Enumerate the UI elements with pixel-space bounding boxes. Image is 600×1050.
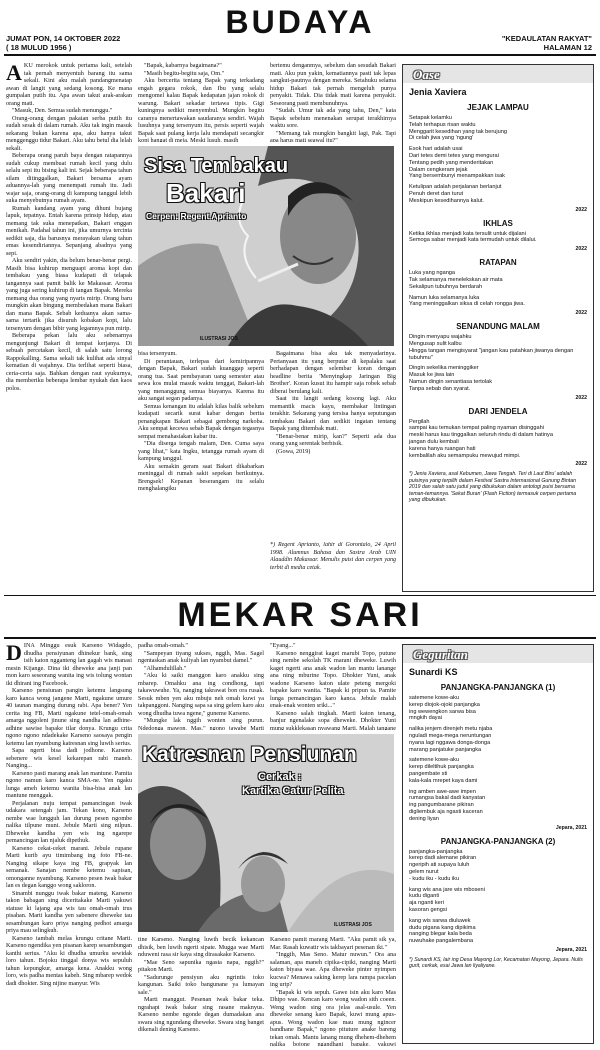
poem-line: nalika jenjem direnjeh metu njaba bbox=[409, 726, 493, 733]
story1-col2-text bbox=[138, 62, 264, 142]
paragraph: Karseno cekat-ceket marani. Jebule rupane Marti kurib ayu timimbang ing foto FB-ne. Nanging sikape kaya ing FB, grapyak lan semanak. Sanajan nembe ketemu sapisan, omonganne nyambung. Karseno pesen iwak bakar lan es degan kanggo wong sakloron. bbox=[6, 844, 132, 889]
poem-stanza bbox=[409, 270, 587, 290]
poem-line: Dalam cengkeram jejak bbox=[409, 166, 468, 173]
poem-line: Ketika ikhlas menjadi kata tersulit untuk dijalani bbox=[409, 230, 526, 237]
oase-label: Oase bbox=[413, 67, 440, 82]
poem-line: Pergilah bbox=[409, 418, 430, 425]
paragraph: Beberapa orang paruh baya dengan ratapannya sudah cukup membuat rumah kecil yang dulu selalu sepi itu bising kali ini. Sejak beberapa tahun silam ditinggalkan, Bakari bersama ayam aduannya-lah yang menempati rumah itu. Jadi wajar saja, orang-orang di kampung tanggul lebih suka menyebutnya rumah ayam. bbox=[6, 152, 132, 204]
poem-line: aja nganti keri bbox=[409, 900, 444, 907]
poem-line: Semoga sabar menjadi kata termudah untuk dilalui. bbox=[409, 237, 537, 244]
paragraph: Bagaimana bisa aku tak menyadarinya. Pertanyaan itu yang berputar di kepalaku saat berhadapan dengan selembar koran dengan headline berita 'Menyingkap Jaringan Big Brother'. Koran kusut itu hampir saja robek sebab diberai berulang kali. bbox=[270, 350, 396, 395]
poem-stanza bbox=[409, 726, 587, 753]
poem-title: RATAPAN bbox=[479, 258, 517, 268]
paragraph: "Inggih, Mas Seno. Matur nuwun." Ora ana salaman, apa maneh cipika-cipiki, nanging Marti katon biyasa wae. Apa dheweke pinter nyimpen kucwa? Menawa saking kerep lara rampa pacelan ing urip? bbox=[270, 951, 396, 988]
issue-date-line1: JUMAT PON, 14 OKTOBER 2022 bbox=[6, 34, 121, 43]
poem-title: JEJAK LAMPAU bbox=[467, 103, 529, 112]
poem-stanza bbox=[409, 115, 587, 142]
story1-col2b-text bbox=[138, 350, 264, 493]
story1-col3b-text bbox=[270, 350, 396, 455]
paper-info bbox=[502, 34, 592, 52]
poem-stanza bbox=[409, 295, 587, 309]
page-number: HALAMAN 12 bbox=[543, 43, 592, 52]
story2-illustration-credit: ILUSTRASI JOS bbox=[334, 922, 372, 928]
poem-line: satemene kowe-aku bbox=[409, 695, 460, 701]
paper-name: "KEDAULATAN RAKYAT" bbox=[501, 34, 592, 43]
paragraph: "Bapak, kabarnya bagaimana?" bbox=[144, 62, 222, 69]
poem-stanza bbox=[409, 419, 587, 460]
poem-stanza bbox=[409, 695, 587, 722]
poem-title: PANJANGKA-PANJANGKA (1) bbox=[440, 683, 556, 692]
poem-line: ing amben awe-awe impen bbox=[409, 788, 476, 795]
poem-line: mngkih dayai bbox=[409, 715, 442, 722]
poem-year: Jepara, 2021 bbox=[555, 946, 587, 953]
story2-column-3-bottom bbox=[270, 936, 396, 1046]
paragraph: Karseno pamit marang Marti. "Aku pamit sik ya, Mar. Rasah kuwatir wis takbayari pesenan iki." bbox=[270, 936, 396, 951]
poem-title: DARI JENDELA bbox=[468, 406, 528, 416]
story2-col2-text bbox=[138, 642, 264, 730]
poem-line: Dingin sekelika meninggiker bbox=[409, 365, 479, 372]
poem-line: Tak selamanya menelekskan air mata bbox=[409, 276, 503, 283]
story1-illustration bbox=[138, 146, 394, 346]
paragraph: tine Karseno. Nanging luwih becik kekancan dhisik, ben luwih ngerti sipate. Mugga wae Marti nduweni rasa sir kaya sing dirasakake Karseno. bbox=[138, 936, 264, 958]
poem-line: Di celah jiwa yang 'ngung' bbox=[409, 135, 474, 142]
poem-line: nanging blegar kala beda bbox=[409, 931, 472, 938]
poem-line: dening liyan bbox=[409, 815, 439, 822]
paragraph: "Mungke lak nggih wonten sing purun. Ndedonga mawon, Mas," ngono jawabe Marti bbox=[138, 717, 264, 730]
story1-author-bio: *) Regent Aprianto, lahir di Gorontalo, 24 April 1998. Alumnus Bahasa dan Sastra Arab UIN Alauddin Makassar. Menulis puisi dan cerpen yang terbit di media cetak. bbox=[270, 542, 396, 571]
story1-byline: Cerpen: Regent Aprianto bbox=[146, 211, 247, 221]
paragraph: "Eyang..." bbox=[270, 642, 296, 649]
story1-dropcap: A bbox=[6, 62, 22, 85]
paragraph: Di perantauan, terlepas dari kemiripannya dengan Bapak, Bakari sudah kuanggap seperti orang tua. Saat pembayaran uang semester atau sewa kos mulai masuk waktu tenggat, Bakari-lah yang menanggung semua biayanya. Karena itu aku sangat segan padanya. bbox=[138, 357, 264, 402]
poem-line: Tanpa sebab dan syarat. bbox=[409, 385, 471, 392]
geguritan-label: Geguritan bbox=[413, 647, 468, 662]
poem-stanza bbox=[409, 365, 587, 392]
poem-line: kang wis sarwa diuluwek bbox=[409, 917, 471, 924]
poem-line: Hingga tangan mengisyarat "jangan kau patahkan jiwanya dengan tubuhmu" bbox=[409, 347, 574, 361]
poem-stanza bbox=[409, 231, 587, 245]
paragraph: Aku bercerita tentang Bapak yang terkadang engah gegara rokok, dan Ibu yang selalu mengomel kalau Bapak kedapatan jajan rokok di warung. Bakari sekadar tertawa tipis. Gigi kuningnya sedikit menyembul. Mungkin begitu caranya menertawakan saudaranya sendiri. Wajah lusuhnya yang tersenyum itu, persis seperti wajah Bapak saat pulang kerja lalu mendapati secangkir kopi hangat di meja. Meski lusuh, masih bbox=[138, 77, 264, 142]
poem-stanza bbox=[409, 887, 587, 914]
poem-stanza bbox=[409, 184, 587, 204]
poem-line: kudu diganti bbox=[409, 893, 440, 900]
poem-line: rumangsa bakal dadi kanyatan bbox=[409, 795, 486, 802]
story2-illustration bbox=[138, 734, 394, 932]
poem-title: PANJANGKA-PANJANGKA (2) bbox=[440, 836, 556, 846]
section-title-mekar-sari: MEKAR SARI bbox=[177, 596, 423, 634]
poem-stanza bbox=[409, 757, 587, 784]
paragraph: Karseno salah tingkah. Marti katon tenang, banjur ngenalake sopa dheweke. Dhokter Yuni mung sukklekasan nyawang Marti. Malah tangane bbox=[270, 709, 396, 730]
poem-line: kembalilah aku semampuku mewujud mimpi. bbox=[409, 452, 521, 459]
poem-title: SENANDUNG MALAM bbox=[456, 322, 540, 332]
poem-year: 2022 bbox=[575, 310, 587, 317]
paragraph: padha omah-omah." bbox=[138, 642, 188, 649]
poem-line: digliembuk aja ngasti kaceran bbox=[409, 808, 483, 815]
poem-line: Esok hari adalah usai bbox=[409, 146, 463, 153]
story2-column-1 bbox=[6, 642, 132, 1046]
poem-line: karena hanya ruangan hati bbox=[409, 445, 476, 452]
geguritan-poetry-box bbox=[402, 644, 594, 1044]
poem-line: kang wis ana jare wis mboseni bbox=[409, 886, 485, 893]
poem-stanza bbox=[409, 918, 587, 945]
poem-line: Mengusap sulit kalbu bbox=[409, 340, 462, 347]
poem-title: IKHLAS bbox=[483, 218, 513, 228]
poem-line: kala-kala mrepet kaya dami bbox=[409, 777, 478, 784]
paragraph: Marti manggut. Pesenan iwak bakar teka. ngrahapi iwak bakar sing rasane maknyus. Karseno nembe ngonde degan dumadakan ana swara sing ngundang dheweke. Swara sing banget dikenali dening Karseno. bbox=[138, 996, 264, 1033]
poem-line: Dari tetes demi tetes yang mengurai bbox=[409, 152, 499, 159]
story2-col1-text bbox=[6, 642, 132, 987]
poem-year: Jepara, 2021 bbox=[555, 824, 587, 831]
story1-column-3-top bbox=[270, 62, 396, 142]
poem-year: 2022 bbox=[575, 206, 587, 213]
paragraph: KU merokok untuk pertama kali, setelah tak pernah menyentuh barang itu sama sekali. Kini aku malah pandangmenatap awan di langit yang sedang kosong. Ke mana gumpalan putih itu. Apa awan takut arak-arakan orang mati. bbox=[6, 62, 132, 107]
oase-poet-name: Jenia Xaviera bbox=[409, 87, 467, 97]
poem-line: Masuk ke jiwa lain bbox=[409, 372, 455, 379]
story1-column-2-top bbox=[138, 62, 264, 142]
poem-line: sampai kau temukan tempat paling nyaman disinggahi bbox=[409, 425, 544, 432]
poem-line: nguladi mega-mega neruntungan bbox=[409, 732, 492, 739]
poem-line: Penuh deret dan turut bbox=[409, 190, 464, 197]
poem-line: kerep dileltihuk panjangka bbox=[409, 764, 474, 771]
poem-line: Ketulipan adalah perjalanan berlanjut bbox=[409, 184, 502, 191]
poem-line: ing pangumbarane pikiran bbox=[409, 802, 474, 809]
story1-title-line2: Bakari bbox=[166, 178, 246, 208]
paragraph: "Sadurunge pensiyun aku ngrintis toko kangunan. Saiki toko bangunane ya lumayan sale." bbox=[138, 973, 264, 996]
story2-dropcap: D bbox=[6, 642, 22, 665]
poem-line: satemene kowe-aku bbox=[409, 757, 460, 764]
poem-line: Setapak kelamku bbox=[409, 115, 452, 121]
paragraph: Orang-orang dengan pakaian serba putih itu sudah sesak di dalam rumah. Aku tak ingin masuk sekarang bukan karena apa, aku hanya takut menggenggu tidur Bakari. Aku tahu betul dia lelah sekali. bbox=[6, 114, 132, 152]
poem-line: ing wewengkon sarwa bisa bbox=[409, 708, 476, 715]
paragraph: "Sampeyan tiyang sukses, nggih, Mas. Sagel ngentaskan anak kuliyah lan nyambut damel." bbox=[138, 649, 264, 664]
poem-line: ngeripih ati supaya luluh bbox=[409, 862, 470, 869]
section2-rule bbox=[4, 637, 596, 639]
story1-column-1 bbox=[6, 62, 132, 592]
paragraph: "Mae Seno sapunika ngasta napa, nggih?" pitakon Marti. bbox=[138, 958, 264, 973]
page-header bbox=[4, 2, 596, 58]
story1-col1-text bbox=[6, 62, 132, 392]
oase-poet-bio: *) Jenia Xaviera, asal Kebumen, Jawa Tengah. Teri di Laut Biru' adalah puisinya yang terpilih dalam Festival Sastra Internasional Gunung Bintan 2019 dan salah satu judul yang dibukukan dalam antologi puisi bersama teman-temannya. 'Sekat Buran' (Flash Fiction) termasuk cerpen pertama yang dibukukan. bbox=[409, 471, 577, 503]
story2-col2b-text bbox=[138, 936, 264, 1034]
poem-line: Yang meninggalkan siksa di celah rongga jiwa. bbox=[409, 301, 525, 308]
poem-line: marang panjatuke panjangka bbox=[409, 746, 482, 753]
paragraph: Karseno pensiunan pangin ketemu langsung karo kanca wong jangene Marti, ngakune umure 40 taunan manging durung rabi. Apa bener? Yen cerita ing FB, Marti ngakune tetel-omah-omah amarga nggoleni jinune sing nandha lan adhine-adhine sawise bapake tilar donya. Krungu crita ngono ngono ndadekake Karseno saosaya pengin ketemu lan nyambung katresnan sing luwih serius. bbox=[6, 687, 132, 747]
poem-line: panjangka-panjangka bbox=[409, 848, 463, 855]
poem-year: 2022 bbox=[575, 394, 587, 401]
paragraph: Aku semakin geram saat Bakari dikabarkan meninggal di rumah sakit sepekan berikutnya. Brengsek! Kepanan beserangam itu selalu menghalangiku bbox=[138, 462, 264, 492]
paragraph: Karseno pasti marang anak lan mantune. Pamita ngono namun karo kanca SMA-ne. Yen ngaku lunga ameh ketemu wanita bisa-bisa anak lan mantune menggak. bbox=[6, 769, 132, 799]
story2-col3-top-text bbox=[270, 642, 396, 730]
story2-subtitle-line2: Kartika Catur Pelita bbox=[242, 785, 344, 797]
paragraph: "Alhamdulillah." bbox=[144, 664, 187, 672]
story2-title: Katresnan Pensiunan bbox=[142, 743, 357, 766]
poem-line: Luka yang nganga bbox=[409, 270, 456, 277]
poem-line: Tentang pedih yang menderitakan bbox=[409, 159, 494, 166]
poem-line: Namun dingin senantiasa tertolak bbox=[409, 378, 493, 385]
poem-line: - kudu iku - kudu iku bbox=[409, 875, 460, 882]
paragraph: "Bapak ki wis sepuh. Gawe isin aku karo Mas Dhipo wae. Kencan karo wong wadon sith coeen. Weng wadon sing ora jelas asal-usule. Yen dheweke senang karo Bapak, kuwi mung apus-apus. Wong wadon kae mau mung ngincer bandhane Bapak," ngono pituture anake bareng tekan omah. Mantu lanang mung dhehem-dhehem nalika bojone ngandhani bapake, yakuwi bbox=[270, 988, 396, 1046]
paragraph: "Dia diserga tengah malam, Den. Cuma saya yang lihat," kata Ingku, tetangga rumah ayam di kampung tanggul. bbox=[138, 440, 264, 462]
paragraph: "Benar-benar mirip, kan?" Seperti ada dua orang yang serentak berbisik. bbox=[270, 432, 396, 447]
story1-illustration-credit: ILUSTRASI JOS bbox=[200, 336, 238, 342]
paragraph: "Memang tak mungkin bangkit lagi, Pak. Tapi apa harus mati seawal itu?" bbox=[270, 129, 396, 142]
story2-column-2-bottom bbox=[138, 936, 264, 1046]
geguritan-poet-bio: *) Sunardi KS, lair ing Desa Mayong Lor, Kecamatan Mayong, Jepara. Nulis gurit, cerkak, esai Jawa lan liyaliyane. bbox=[409, 956, 583, 970]
oase-poetry-box bbox=[402, 64, 594, 592]
oase-poems bbox=[403, 103, 593, 467]
story2-col3-bottom-text bbox=[270, 936, 396, 1046]
paragraph: Rumah kandang ayam yang dihuni bujang lapuk, tepatnya. Entah karena prinsip hidup, atau memang tak suka menepatkan, Bakari enggan menikah. Padahal tahun ini, jika umurnya tercinta sedikit saja, dia barusnya merayakan ulang tahun emas kesendiriannya. Sepanjang abadnya yang sepi. bbox=[6, 204, 132, 257]
poem-line: Meskipun kesedihannya kalut. bbox=[409, 197, 484, 204]
poem-line: jangan dulu kembali bbox=[409, 438, 459, 445]
paragraph: Beberapa pekan lalu aku sebenarnya mengunjungi Bakari di tempat kerjanya. Di sebuah percetakan kecil, di salah satu lorong Rappokalling. Sama sekali tak kulihat ada sinyal kematian di wajahnya. Dia terlihat seperti biasa, ceria-ceria saja. Bahkan dengan raut syukurnya, dia memberiku beberapa lembar nyukah dan kaos polos. bbox=[6, 332, 132, 392]
poem-line: Menggarit kesedihan yang tak berujung bbox=[409, 128, 507, 135]
paragraph: Sinambi nunggu iwak bakar mateng, Karseno takon babagan sing diceritakake Marti yakuwi statuse ki lajang apa wis tau omah-omah trus pisahan. Marti kandha yen sabenere dheweke tau sesambungan karo priya nanging pedhot amarga priya mau selingkuh. bbox=[6, 889, 132, 934]
story1-column-3-bottom bbox=[270, 350, 396, 538]
paragraph: bisa tersenyum. bbox=[138, 350, 177, 357]
paragraph: "Masih begitu-begitu saja, Om." bbox=[144, 69, 225, 77]
paragraph: Semua kenangan itu adalah kilas balik sebelum kudapati secarik surat kabar dengan berita penangkapan Bakari sebagai gembong narkoba. Aku sempat kecewa sebab Bapak dengan tegasnya sempat menahasiakan kabar itu. bbox=[138, 402, 264, 440]
paragraph: "Masuk, Den. Semua sudah menunggu." bbox=[12, 107, 113, 114]
paragraph: Saat itu langit sedang kosong lagi. Aku memantik macis kayu, membakar lintingan terakhir. Sekarang yang tersisa hanya seputungan tembakau Bakari dan sedikit ingatan tentang Bapak yang ditembak mati. bbox=[270, 395, 396, 432]
story2-subtitle-line1: Cerkak : bbox=[258, 771, 302, 783]
geguritan-poet-name: Sunardi KS bbox=[409, 667, 458, 677]
issue-date-line2: ( 18 MULUD 1956 ) bbox=[6, 43, 72, 52]
section-title-budaya: BUDAYA bbox=[225, 4, 375, 40]
poem-line: nuwuhake pangalembana bbox=[409, 938, 474, 945]
header-rule bbox=[4, 54, 596, 56]
paragraph: "Sudah. Umur tak ada yang tahu, Den," kata Bapak sebelum menenakan serupat terakhirnya waktu sore. bbox=[270, 107, 396, 129]
paragraph: "Aku ki saiki manggon karo anakku sing mbarep. Omahku ana ing condhong, tapi takawuwuhe. Ya, nanging takrawat bon ora rusak. Sesuk mben yen aku mbuju neh omah kuwi ya takpanggoni. Nanging sapa sa sing gelem karo aku wong dhudha tuwa ngene," guneme Karseno. bbox=[138, 672, 264, 717]
poem-year: 2022 bbox=[575, 246, 587, 253]
paragraph: Karseno nenggirat kaget marubi Topo, putune sing nembe sekolah TK marani dheweke. Luwih kaget ngerti ana anak wadon lan mantu lanange ana ning mburine Topo. Dhokter Yuni, anak wadone Karseno katon ulate peteng mergoki bapake karo wanita. "Bapak ki pripun ta. Pamite lunga pemancingan karo kanca. Jebule malah enak-enak wonten sriki..." bbox=[270, 649, 396, 709]
poem-stanza bbox=[409, 146, 587, 180]
story2-column-2-top bbox=[138, 642, 264, 730]
poem-line: meski harus kau tinggalkan seluruh rindu di dalam hatinya bbox=[409, 432, 553, 439]
poem-line: Telah terhapus risan waktu bbox=[409, 121, 476, 128]
geguritan-poems bbox=[403, 683, 593, 953]
paragraph: Karseno tambah melas krungu critane Marti. Karseno ngendika yen pisanan karep sesambungan kanthi serius. "Aku ki dhudha umurku sewidak loro tahun. Bojoku tinggal donya wis sepuluh tahun kepungkur, amarga kena. Anakku wong loro, wis padha mentas kabeh. Sing mbarep wedok dadi dhokter. Sing nijine manyur. Wis bbox=[6, 934, 132, 987]
paragraph: (Gowa, 2019) bbox=[276, 447, 311, 455]
poem-line: Sekalipun tubuhnya berdarah bbox=[409, 283, 483, 290]
story2-column-3 bbox=[270, 642, 396, 730]
poem-line: kerep diojok-ojoki panjangka bbox=[409, 701, 480, 708]
paragraph: Sapa ngerti bisa dadi jodhone. Karseno sebenere wis kesel kekarepan rabi maneh. Nanging... bbox=[6, 747, 132, 769]
poem-line: Yang bersembunyi menampakkan isak bbox=[409, 173, 505, 180]
paragraph: Perjalanan nuju tempat pamancingan iwak udakara setengah jam. Tekan kono, Karseno nembe wae lungguh lan durung pesen ngombe nalika tilpune muni. Jebule Marti sing nilpun. Dheweke kandha yen wis ing ngarepe pemancingan lan njaluk dipethuk. bbox=[6, 799, 132, 844]
poem-stanza bbox=[409, 334, 587, 361]
story1-col3-text bbox=[270, 62, 396, 142]
poem-line: kasoran gengsi bbox=[409, 906, 447, 913]
poem-line: pangembate sti bbox=[409, 770, 448, 777]
oase-header bbox=[403, 65, 593, 83]
poem-line: nyana lagi nggawa donga-donga bbox=[409, 739, 491, 746]
paragraph: INA Minggu esuk Karseno Widagdo, dhudha pensiyunan dhinekur bank, sing isih katon ngganteng lan gagah wis manasi mesin Kijange. Dina iki dheweke ana janji pan mon karo seseorang wanita ing wis tolung wontan iki dhirani ing Facebook. bbox=[6, 642, 132, 687]
story1-title-line1: Sisa Tembakau bbox=[144, 155, 289, 177]
poem-year: 2022 bbox=[575, 461, 587, 468]
poem-line: Dingin menyapu wajahku bbox=[409, 334, 472, 341]
poem-stanza bbox=[409, 789, 587, 823]
geguritan-header bbox=[403, 645, 593, 663]
poem-line: dudu pigana kang dipikima bbox=[409, 924, 476, 931]
poem-line: gelem nurut bbox=[409, 868, 439, 875]
poem-line: Namun luka selamanya luka bbox=[409, 294, 480, 301]
story1-column-2-bottom bbox=[138, 350, 264, 592]
poem-line: kerep dadi alemane pikiran bbox=[409, 855, 477, 862]
poem-stanza bbox=[409, 849, 587, 883]
paragraph: bertemu denganmya, sebelum dan sesudah Bakari mati. Aku pun yakin, kematiannya pasti tak lepas sangkut-pautnya dengan mereka. Setahuku selama hidup Bakari tak pernah mengeluh punya penyakit. Tidak. Dia tidak mati karena penyakit. Seseorang pasti membunuhnya. bbox=[270, 62, 396, 107]
paragraph: Aku sendiri yakin, dia belum benar-benar pergi. Masih bisa kuhirup menguapi aroma kopi dan tembakau yang biasa kudapati di telapak tangannya saat pamit balik ke Makassar. Aroma yang juga sering kuhirup di tangan Bapak. Mereka memang dua orang yang nyaris mirip. Orang baru mungkin akan bingung membedakan mana Bakari dan mana Bapak. Sebab keduanya akan sama-sama tertarik jika disuruh kobakan kopi, lalu tersenyum dengan bibir yang legamnya pun mirip. bbox=[6, 257, 132, 332]
